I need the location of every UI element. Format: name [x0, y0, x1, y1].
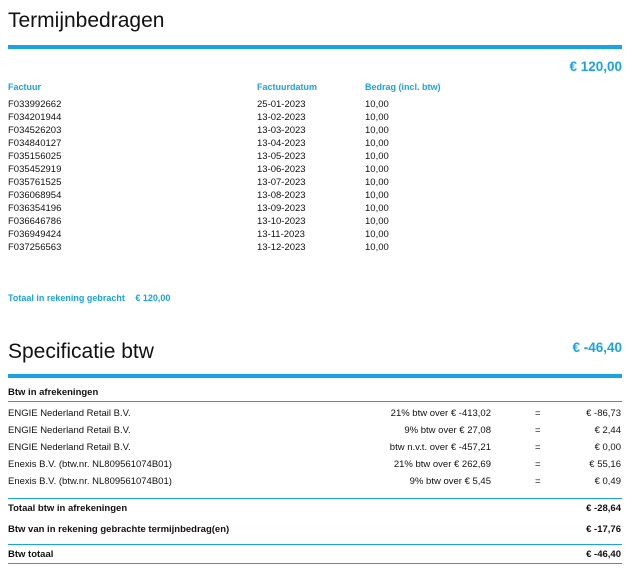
termijn-table: [8, 99, 428, 255]
btw-termijn-label: Btw van in rekening gebrachte termijnbedrag(en): [8, 524, 230, 535]
cell-factuur: F034840127: [8, 138, 62, 149]
cell-omschrijving: 21% btw over € 262,69: [393, 459, 491, 470]
cell-factuur: F036646786: [8, 216, 62, 227]
btw-totaal-label: Totaal btw in afrekeningen: [8, 503, 128, 514]
cell-omschrijving: 9% btw over € 5,45: [409, 476, 491, 487]
cell-equals: =: [535, 442, 541, 453]
cell-datum: 13-04-2023: [257, 138, 306, 149]
cell-datum: 13-09-2023: [257, 203, 306, 214]
cell-bedrag: € -86,73: [586, 408, 621, 419]
btw-divider: [8, 374, 622, 378]
cell-omschrijving: 9% btw over € 27,08: [404, 425, 491, 436]
cell-bedrag: 10,00: [365, 99, 389, 110]
cell-bedrag: 10,00: [365, 203, 389, 214]
cell-factuur: F033992662: [8, 99, 62, 110]
cell-factuur: F035156025: [8, 151, 62, 162]
cell-factuur: F035452919: [8, 164, 62, 175]
cell-factuur: F035761525: [8, 177, 62, 188]
table-row: [8, 177, 428, 190]
cell-bedrag: 10,00: [365, 216, 389, 227]
btw-eind-rule: [8, 544, 622, 545]
column-header-bedrag: Bedrag (incl. btw): [365, 82, 441, 92]
termijn-total-value: € 120,00: [135, 293, 171, 303]
cell-factuur: F034201944: [8, 112, 62, 123]
cell-factuur: F036949424: [8, 229, 62, 240]
termijn-divider: [8, 45, 622, 49]
btw-section-label: Btw in afrekeningen: [8, 387, 99, 398]
cell-partij: ENGIE Nederland Retail B.V.: [8, 442, 131, 453]
btw-section-rule: [8, 401, 622, 402]
cell-bedrag: € 55,16: [589, 459, 621, 470]
cell-datum: 13-02-2023: [257, 112, 306, 123]
table-row: [0, 442, 630, 459]
cell-datum: 13-11-2023: [257, 229, 305, 240]
cell-factuur: F037256563: [8, 242, 62, 253]
cell-datum: 13-03-2023: [257, 125, 306, 136]
table-row: [0, 459, 630, 476]
table-row: [0, 425, 630, 442]
termijn-total-amount: € 120,00: [569, 59, 622, 74]
cell-datum: 13-10-2023: [257, 216, 306, 227]
table-row: [8, 125, 428, 138]
cell-equals: =: [535, 408, 541, 419]
termijn-total-label: Totaal in rekening gebracht: [8, 293, 125, 303]
column-header-factuurdatum: Factuurdatum: [257, 82, 318, 92]
cell-bedrag: 10,00: [365, 151, 389, 162]
table-row: [8, 151, 428, 164]
cell-bedrag: 10,00: [365, 125, 389, 136]
cell-datum: 13-08-2023: [257, 190, 306, 201]
table-row: [8, 203, 428, 216]
cell-equals: =: [535, 476, 541, 487]
cell-bedrag: 10,00: [365, 112, 389, 123]
cell-bedrag: 10,00: [365, 164, 389, 175]
table-row: [8, 99, 428, 112]
cell-datum: 13-06-2023: [257, 164, 306, 175]
cell-datum: 13-12-2023: [257, 242, 306, 253]
cell-factuur: F036354196: [8, 203, 62, 214]
cell-bedrag: € 0,00: [594, 442, 621, 453]
cell-datum: 13-07-2023: [257, 177, 306, 188]
table-row: [8, 190, 428, 203]
cell-omschrijving: btw n.v.t. over € -457,21: [389, 442, 491, 453]
cell-bedrag: 10,00: [365, 242, 389, 253]
cell-partij: Enexis B.V. (btw.nr. NL809561074B01): [8, 476, 172, 487]
btw-termijn-value: € -17,76: [586, 524, 621, 535]
cell-omschrijving: 21% btw over € -413,02: [390, 408, 491, 419]
btw-totaal-rule: [8, 498, 622, 499]
cell-factuur: F036068954: [8, 190, 62, 201]
cell-bedrag: 10,00: [365, 177, 389, 188]
table-row: [8, 229, 428, 242]
cell-equals: =: [535, 459, 541, 470]
termijn-total-line: [8, 293, 170, 303]
termijn-title: Termijnbedragen: [8, 9, 165, 32]
table-row: [0, 408, 630, 425]
cell-bedrag: 10,00: [365, 229, 389, 240]
cell-equals: =: [535, 425, 541, 436]
btw-bottom-rule: [8, 563, 622, 564]
cell-bedrag: € 0,49: [594, 476, 621, 487]
table-row: [0, 476, 630, 493]
cell-datum: 13-05-2023: [257, 151, 306, 162]
cell-partij: ENGIE Nederland Retail B.V.: [8, 408, 131, 419]
table-row: [8, 164, 428, 177]
column-header-factuur: Factuur: [8, 82, 42, 92]
btw-total-amount: € -46,40: [572, 340, 622, 355]
cell-partij: ENGIE Nederland Retail B.V.: [8, 425, 131, 436]
cell-bedrag: 10,00: [365, 138, 389, 149]
btw-eind-value: € -46,40: [586, 549, 621, 560]
cell-bedrag: 10,00: [365, 190, 389, 201]
btw-eind-label: Btw totaal: [8, 549, 54, 560]
table-row: [8, 138, 428, 151]
btw-title: Specificatie btw: [8, 340, 154, 363]
table-row: [8, 112, 428, 125]
cell-partij: Enexis B.V. (btw.nr. NL809561074B01): [8, 459, 172, 470]
table-row: [8, 216, 428, 229]
cell-datum: 25-01-2023: [257, 99, 306, 110]
cell-bedrag: € 2,44: [594, 425, 621, 436]
table-row: [8, 242, 428, 255]
cell-factuur: F034526203: [8, 125, 62, 136]
btw-totaal-value: € -28,64: [586, 503, 621, 514]
